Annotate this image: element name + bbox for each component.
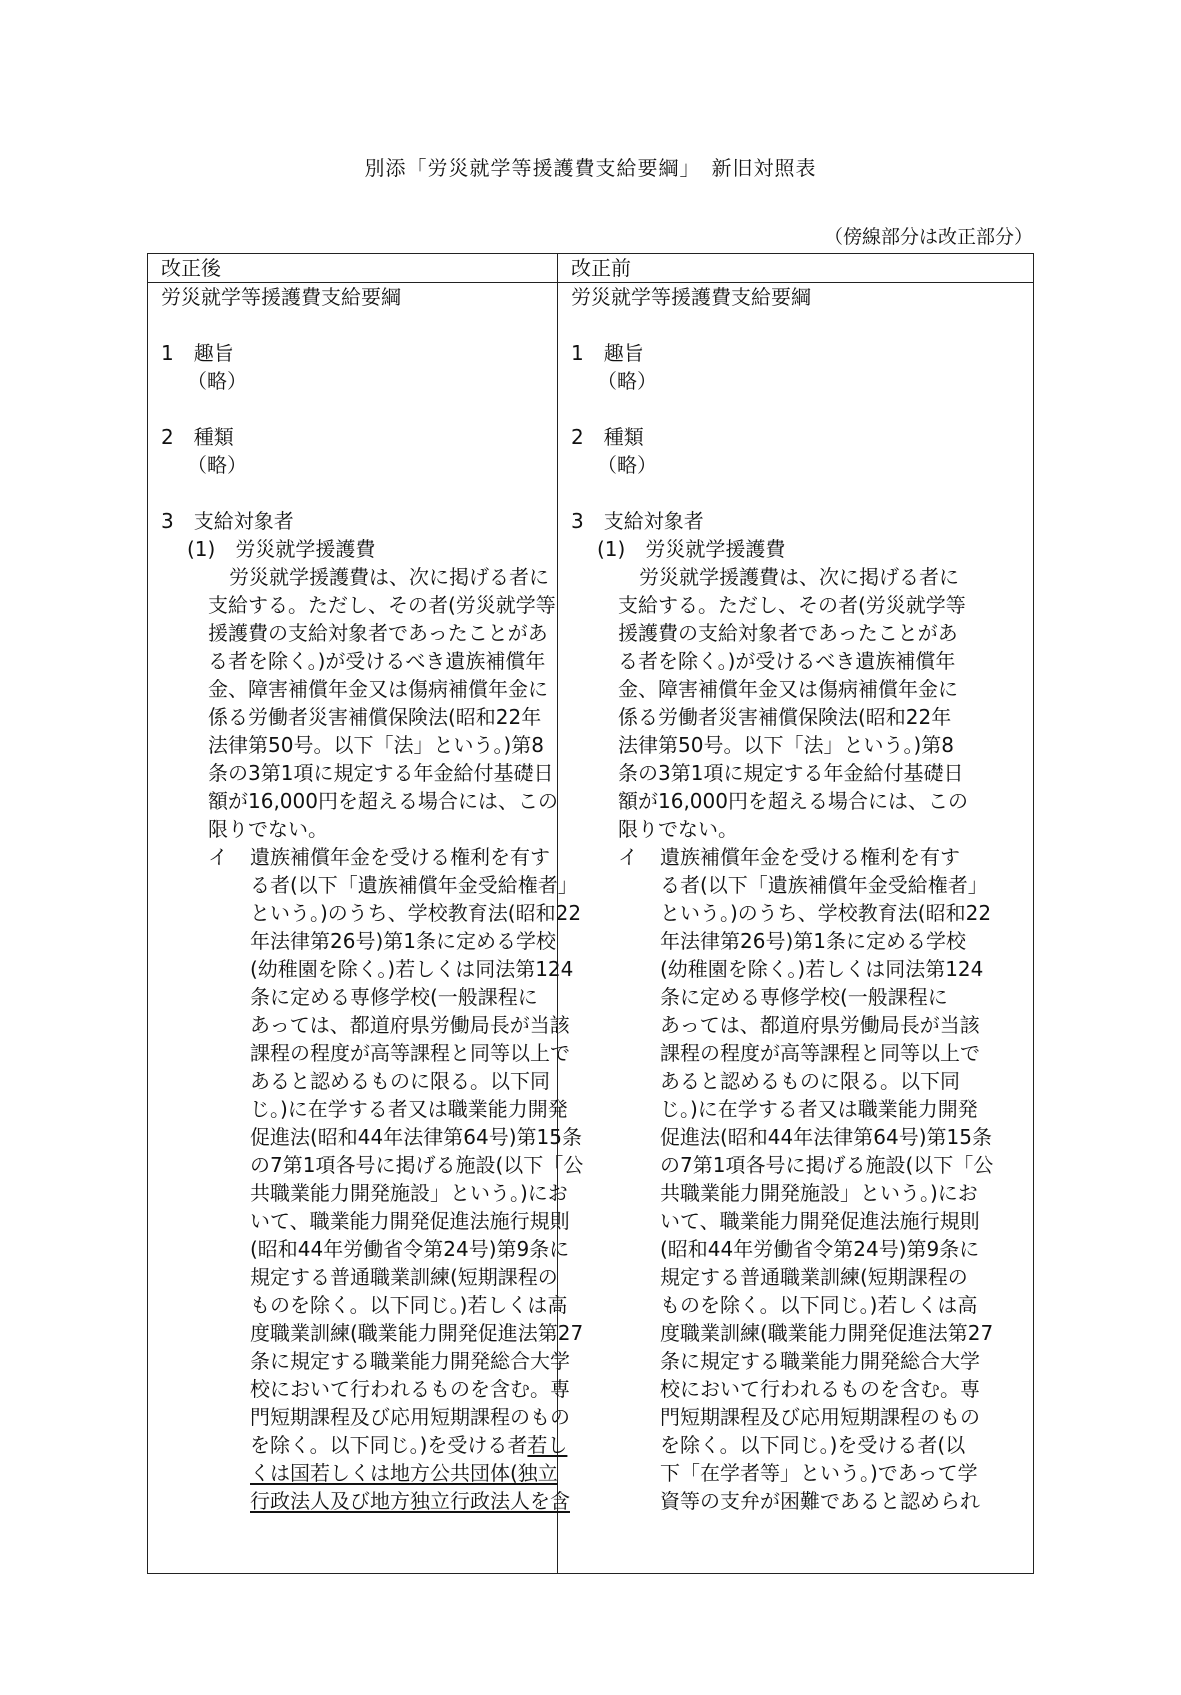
before-paragraph-line: る者を除く。)が受けるべき遺族補償年 [618, 649, 956, 673]
header-before: 改正前 [558, 254, 1034, 283]
before-item-i-line: 度職業訓練(職業能力開発促進法第27 [660, 1321, 994, 1345]
before-item-i-line [571, 843, 1033, 871]
after-item-i-line: という。)のうち、学校教育法(昭和22 [250, 901, 582, 925]
before-paragraph-line: 法律第50号。以下「法」という。)第8 [618, 733, 954, 757]
after-doc-title: 労災就学等援護費支給要綱 [161, 285, 401, 309]
after-section-1-body: （略） [187, 369, 247, 393]
after-item-i-line: (昭和44年労働省令第24号)第9条に [250, 1237, 570, 1261]
before-item-i-line: の7第1項各号に掲げる施設(以下「公 [660, 1153, 994, 1177]
after-paragraph-line: 法律第50号。以下「法」という。)第8 [208, 733, 544, 757]
after-item-i-line: 課程の程度が高等課程と同等以上で [250, 1041, 570, 1065]
document-title: 別添「労災就学等援護費支給要綱」 新旧対照表 [364, 156, 817, 180]
before-item-i-line: という。)のうち、学校教育法(昭和22 [660, 901, 992, 925]
before-item-i-line: 共職業能力開発施設」という。)にお [660, 1181, 978, 1205]
after-line-22-underlined: 若し [527, 1433, 568, 1457]
after-item-i-line: 条に定める専修学校(一般課程に [250, 985, 538, 1009]
before-paragraph-line: 支給する。ただし、その者(労災就学等 [618, 593, 966, 617]
after-item-i-line-24: 行政法人及び地方独立行政法人を含 [250, 1489, 570, 1513]
before-item-i-line: いて、職業能力開発促進法施行規則 [660, 1209, 980, 1233]
underline-note: （傍線部分は改正部分） [823, 226, 1033, 248]
after-paragraph-line: 額が16,000円を超える場合には、この [208, 789, 558, 813]
after-item-i-first-text: 遺族補償年金を受ける権利を有す [250, 845, 550, 869]
before-paragraph-line: 金、障害補償年金又は傷病補償年金に [618, 677, 958, 701]
after-paragraph-line: る者を除く。)が受けるべき遺族補償年 [208, 649, 546, 673]
after-section-1-heading: 1 趣旨 [161, 341, 234, 365]
before-item-i-first-text: 遺族補償年金を受ける権利を有す [660, 845, 960, 869]
after-item-i-line-23: くは国若しくは地方公共団体(独立 [250, 1461, 558, 1485]
before-column [558, 283, 1034, 1574]
after-item-i-line: ものを除く。以下同じ。)若しくは高 [250, 1293, 568, 1317]
after-paragraph-line: 限りでない。 [208, 817, 328, 841]
after-section-2-body: （略） [187, 453, 247, 477]
before-item-i-line: 資等の支弁が困難であると認められ [660, 1489, 980, 1513]
after-paragraph-line: 労災就学援護費は、次に掲げる者に [229, 565, 549, 589]
after-item-i-line: 年法律第26号)第1条に定める学校 [250, 929, 556, 953]
before-item-i-line: 条に定める専修学校(一般課程に [660, 985, 948, 1009]
after-item-i-line: 門短期課程及び応用短期課程のもの [250, 1405, 570, 1429]
after-paragraph-line: 条の3第1項に規定する年金給付基礎日 [208, 761, 554, 785]
before-section-1-body: （略） [597, 369, 657, 393]
after-item-i-line: じ。)に在学する者又は職業能力開発 [250, 1097, 568, 1121]
after-paragraph-line: 金、障害補償年金又は傷病補償年金に [208, 677, 548, 701]
after-item-i-label: イ [208, 845, 228, 869]
after-item-i-line: 共職業能力開発施設」という。)にお [250, 1181, 568, 1205]
after-section-3-subheading: (1) 労災就学援護費 [187, 537, 376, 561]
after-item-i-line: あると認めるものに限る。以下同 [250, 1069, 550, 1093]
after-item-i-line-24-wrap [161, 1487, 570, 1515]
before-paragraph-line: 援護費の支給対象者であったことがあ [618, 621, 958, 645]
table-body-row [148, 283, 1034, 1574]
before-item-i-line: (幼稚園を除く。)若しくは同法第124 [660, 957, 984, 981]
before-item-i-line: あっては、都道府県労働局長が当該 [660, 1013, 980, 1037]
before-doc-title: 労災就学等援護費支給要綱 [571, 285, 811, 309]
before-item-i-line: 年法律第26号)第1条に定める学校 [660, 929, 966, 953]
after-item-i-line: 度職業訓練(職業能力開発促進法第27 [250, 1321, 584, 1345]
before-paragraph-line: 係る労働者災害補償保険法(昭和22年 [618, 705, 952, 729]
before-paragraph-line: 労災就学援護費は、次に掲げる者に [639, 565, 959, 589]
before-item-i-line: (昭和44年労働省令第24号)第9条に [660, 1237, 980, 1261]
after-item-i [161, 843, 584, 1431]
after-section-3-heading: 3 支給対象者 [161, 509, 294, 533]
before-paragraph-line: 額が16,000円を超える場合には、この [618, 789, 968, 813]
after-item-i-line: (幼稚園を除く。)若しくは同法第124 [250, 957, 574, 981]
before-item-i-line: を除く。以下同じ。)を受ける者(以 [660, 1433, 966, 1457]
after-paragraph-line: 係る労働者災害補償保険法(昭和22年 [208, 705, 542, 729]
before-paragraph-line: 条の3第1項に規定する年金給付基礎日 [618, 761, 964, 785]
before-item-i-line: 促進法(昭和44年法律第64号)第15条 [660, 1125, 992, 1149]
before-item-i-line: あると認めるものに限る。以下同 [660, 1069, 960, 1093]
before-paragraph-line: 限りでない。 [618, 817, 738, 841]
after-item-i-line: 条に規定する職業能力開発総合大学 [250, 1349, 570, 1373]
after-paragraph [161, 563, 557, 843]
after-paragraph-line: 支給する。ただし、その者(労災就学等 [208, 593, 556, 617]
before-item-i-line: 課程の程度が高等課程と同等以上で [660, 1041, 980, 1065]
after-item-i-line: いて、職業能力開発促進法施行規則 [250, 1209, 570, 1233]
before-item-i-line: 条に規定する職業能力開発総合大学 [660, 1349, 980, 1373]
after-section-2-heading: 2 種類 [161, 425, 234, 449]
before-item-i [571, 843, 1033, 1515]
before-item-i-line: 下「在学者等」という。)であって学 [660, 1461, 978, 1485]
table-header-row [148, 254, 1034, 283]
before-item-i-line: 校において行われるものを含む。専 [660, 1377, 980, 1401]
after-item-i-line: る者(以下「遺族補償年金受給権者」 [250, 873, 578, 897]
after-item-i-line: 校において行われるものを含む。専 [250, 1377, 570, 1401]
after-item-i-line-22 [161, 1431, 568, 1459]
before-item-i-line: ものを除く。以下同じ。)若しくは高 [660, 1293, 978, 1317]
after-item-i-line: 規定する普通職業訓練(短期課程の [250, 1265, 558, 1289]
before-item-i-line: 門短期課程及び応用短期課程のもの [660, 1405, 980, 1429]
after-item-i-line: 促進法(昭和44年法律第64号)第15条 [250, 1125, 582, 1149]
after-column [148, 283, 584, 1574]
before-item-i-line: る者(以下「遺族補償年金受給権者」 [660, 873, 988, 897]
comparison-table [147, 253, 1034, 1574]
before-item-i-line: 規定する普通職業訓練(短期課程の [660, 1265, 968, 1289]
before-section-3-heading: 3 支給対象者 [571, 509, 704, 533]
before-section-2-body: （略） [597, 453, 657, 477]
after-paragraph-line: 援護費の支給対象者であったことがあ [208, 621, 548, 645]
before-item-i-line: じ。)に在学する者又は職業能力開発 [660, 1097, 978, 1121]
before-section-3-subheading: (1) 労災就学援護費 [597, 537, 786, 561]
before-item-i-label: イ [618, 845, 638, 869]
after-item-i-line [161, 843, 557, 871]
after-line-22-plain: を除く。以下同じ。)を受ける者 [250, 1433, 528, 1457]
before-section-2-heading: 2 種類 [571, 425, 644, 449]
after-item-i-line: の7第1項各号に掲げる施設(以下「公 [250, 1153, 584, 1177]
before-section-1-heading: 1 趣旨 [571, 341, 644, 365]
header-after: 改正後 [148, 254, 558, 283]
after-item-i-line: あっては、都道府県労働局長が当該 [250, 1013, 570, 1037]
before-paragraph [571, 563, 1033, 843]
